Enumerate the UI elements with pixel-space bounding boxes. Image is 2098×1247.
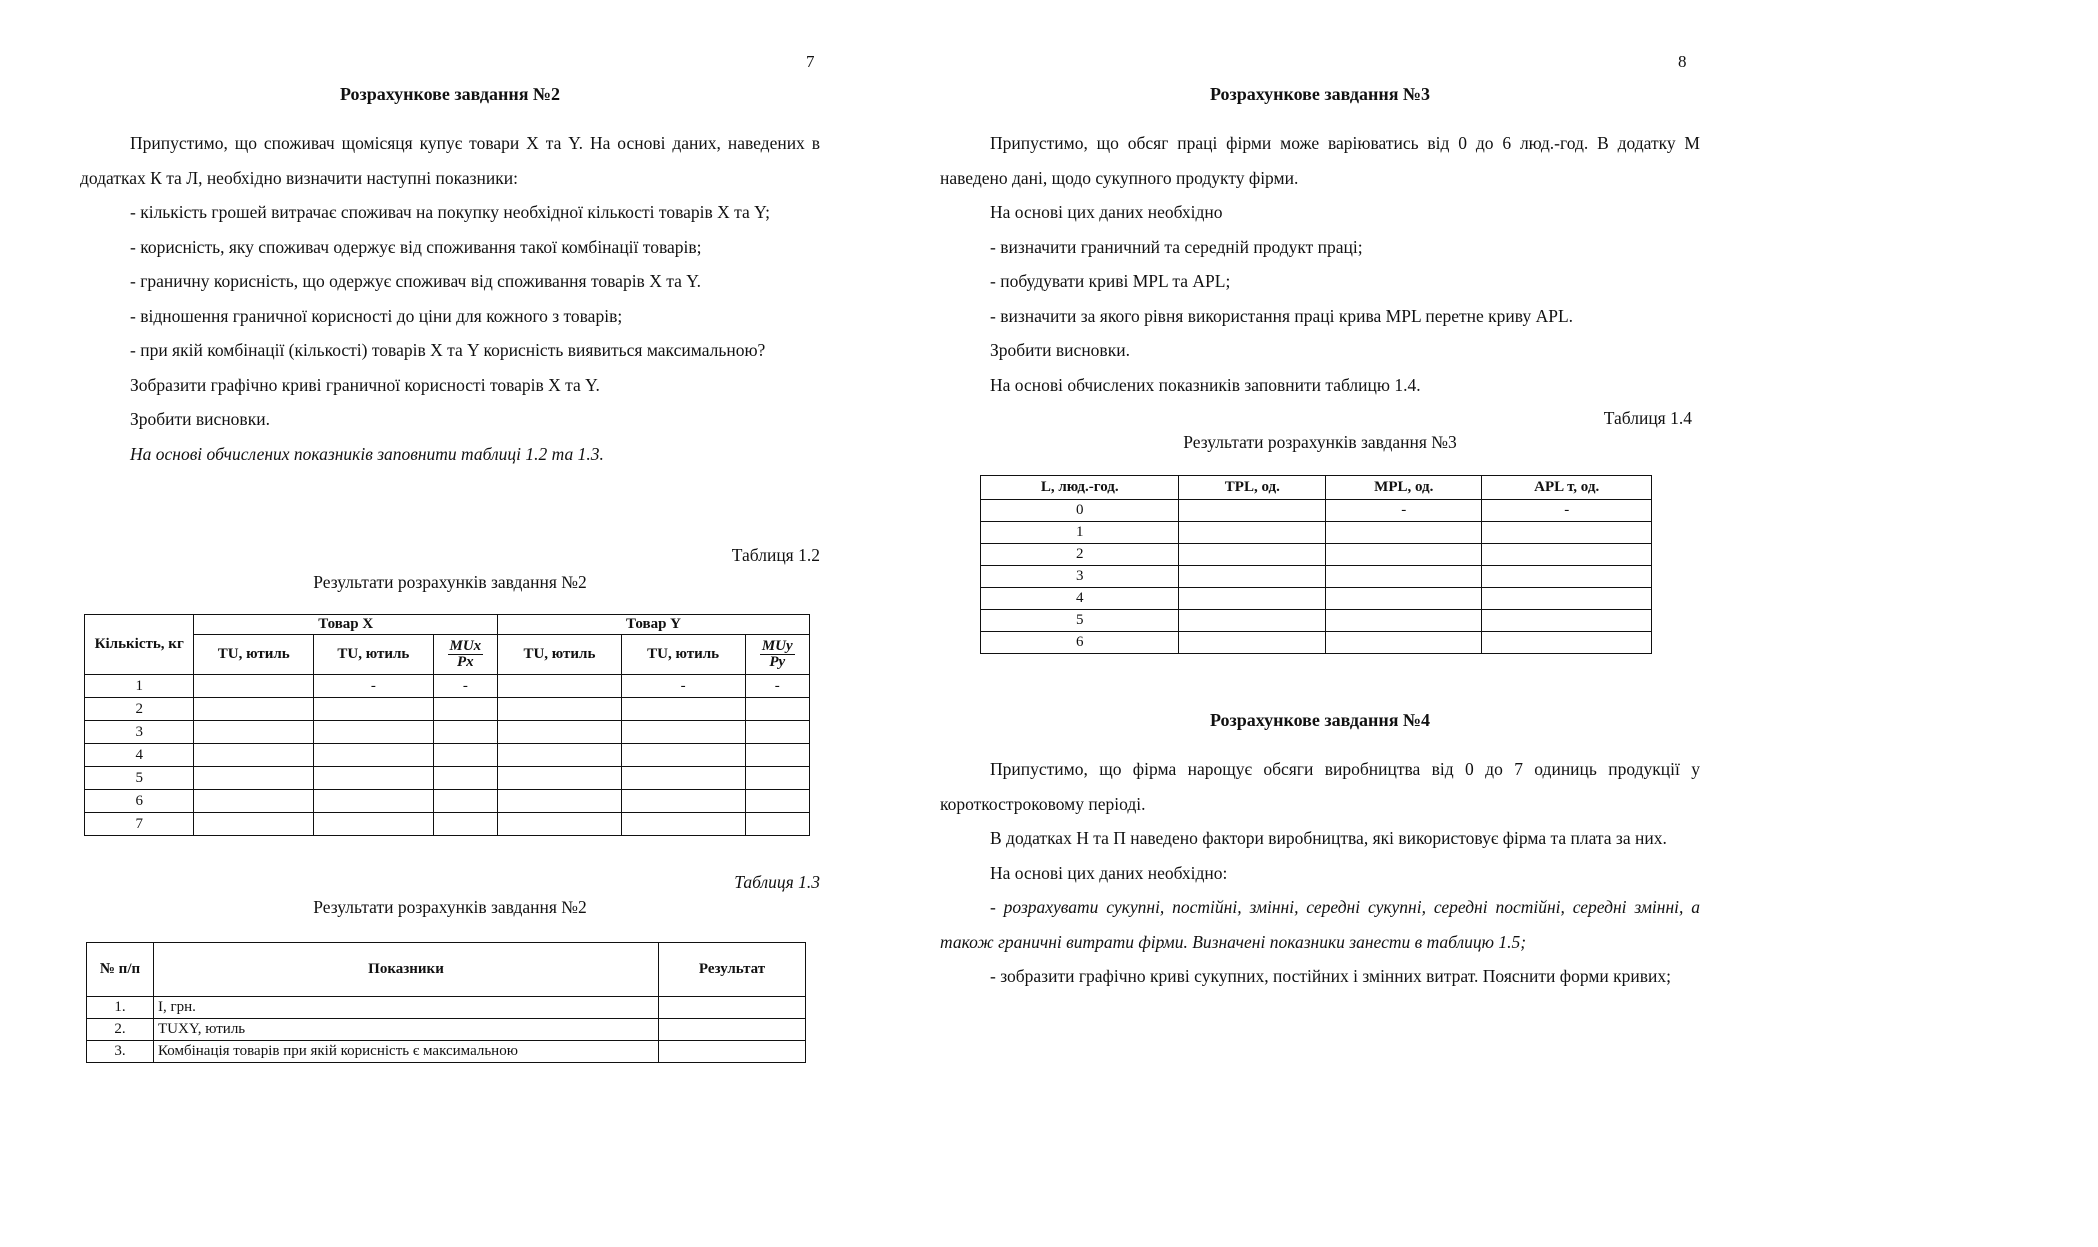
table-row — [981, 522, 1652, 544]
table-row — [85, 721, 810, 744]
mp-header: MPL, од. — [1326, 476, 1482, 500]
group-x-header: Товар X — [194, 615, 498, 635]
paragraph: На основі цих даних необхідно: — [990, 862, 1228, 883]
dash-cell: - — [433, 675, 497, 698]
qty-cell: 5 — [85, 767, 194, 790]
paragraph: В додатках Н та П наведено фактори виробництва, які використовує фірма та плата за них. — [990, 828, 1667, 848]
ratio-y-header — [745, 635, 810, 675]
dash-cell: - — [1326, 500, 1482, 522]
ratio-x-num: MUx — [449, 637, 482, 654]
page-number: 8 — [1678, 52, 1687, 71]
indicator-cell: І, грн. — [154, 997, 659, 1019]
l-cell: 2 — [981, 544, 1179, 566]
table-1-4 — [980, 475, 1652, 654]
indicator-cell: Комбінація товарів при якій корисність є максимальною — [154, 1041, 659, 1063]
table14-label: Таблиця 1.4 — [1603, 408, 1692, 428]
num-cell: 3. — [87, 1041, 154, 1063]
page-number: 7 — [806, 52, 815, 71]
paragraph: - граничну корисність, що одержує споживач від споживання товарів X та Y. — [130, 271, 701, 291]
tp-header: TPL, од. — [1179, 476, 1326, 500]
table-row — [85, 698, 810, 721]
table-row — [87, 1019, 806, 1041]
paragraph: - визначити за якого рівня використання праці крива MPL перетне криву APL. — [990, 305, 1574, 326]
paragraph: - відношення граничної корисності до ціни для кожного з товарів; — [130, 305, 623, 326]
dash-cell: - — [314, 675, 434, 698]
paragraph: - зобразити графічно криві сукупних, постійних і змінних витрат. Пояснити форми кривих; — [990, 966, 1672, 986]
dash-cell: - — [1482, 500, 1652, 522]
table-row — [981, 632, 1652, 654]
ratio-x-header — [433, 635, 497, 675]
paragraph: На основі цих даних необхідно — [990, 202, 1223, 222]
ratio-x-den: Px — [457, 653, 474, 670]
qty-cell: 4 — [85, 744, 194, 767]
paragraph: - розрахувати сукупні, постійні, змінні, середні сукупні, середні постійні, середні змінні, а також граничні витрати фірми. Визначені показники занести в таблицю 1.5; — [940, 897, 1700, 952]
qty-cell: 2 — [85, 698, 194, 721]
dash-cell: - — [745, 675, 810, 698]
table13-label: Таблиця 1.3 — [734, 872, 820, 892]
mu-y-header: ТU, ютиль — [621, 635, 745, 675]
qty-cell: 1 — [85, 675, 194, 698]
table-row — [85, 744, 810, 767]
task3-title: Розрахункове завдання №3 — [1209, 84, 1431, 104]
table-row — [981, 500, 1652, 522]
table-row — [981, 566, 1652, 588]
paragraph: - побудувати криві MPL та APL; — [990, 271, 1231, 291]
table-row — [981, 610, 1652, 632]
task2-text — [80, 126, 820, 471]
paragraph: Припустимо, що фірма нарощує обсяги виробництва від 0 до 7 одиниць продукції у короткостроковому періоді. — [940, 759, 1700, 814]
num-cell: 1. — [87, 997, 154, 1019]
paragraph: - визначити граничний та середній продукт праці; — [990, 236, 1363, 257]
italic-instruction: На основі обчислених показників заповнити таблиці 1.2 та 1.3. — [130, 443, 604, 464]
paragraph: Припустимо, що обсяг праці фірми може варіюватись від 0 до 6 люд.-год. В додатку М наведено дані, щодо сукупного продукту фірми. — [940, 133, 1700, 188]
ratio-y-den: Py — [769, 653, 786, 670]
task2-title: Розрахункове завдання №2 — [339, 84, 561, 104]
paragraph: Зробити висновки. — [990, 340, 1130, 360]
table13-caption: Результати розрахунків завдання №2 — [313, 897, 587, 917]
mu-x-header: ТU, ютиль — [314, 635, 434, 675]
table-1-3 — [86, 942, 806, 1063]
indicator-header: Показники — [154, 943, 659, 997]
group-y-header: Товар Y — [498, 615, 810, 635]
table-row — [87, 997, 806, 1019]
l-cell: 0 — [981, 500, 1179, 522]
table14-caption: Результати розрахунків завдання №3 — [1183, 432, 1457, 452]
num-cell: 2. — [87, 1019, 154, 1041]
table12-label: Таблиця 1.2 — [731, 545, 820, 565]
l-cell: 5 — [981, 610, 1179, 632]
qty-cell: 7 — [85, 813, 194, 836]
paragraph: - кількість грошей витрачає споживач на покупку необхідної кількості товарів X та Y; — [130, 202, 771, 222]
paragraph: Припустимо, що споживач щомісяця купує товари X та Y. На основі даних, наведених в додатках К та Л, необхідно визначити наступні показники: — [80, 133, 820, 188]
qty-header: Кількість, кг — [85, 615, 194, 675]
ratio-y-num: MUy — [761, 637, 793, 654]
result-header: Результат — [659, 943, 806, 997]
ap-header: APL т, од. — [1482, 476, 1652, 500]
paragraph: Зробити висновки. — [130, 409, 270, 429]
indicator-cell: TUXY, ютиль — [154, 1019, 659, 1041]
task3-text — [940, 126, 1700, 402]
table-row — [85, 813, 810, 836]
qty-cell: 6 — [85, 790, 194, 813]
paragraph: На основі обчислених показників заповнити таблицю 1.4. — [990, 374, 1421, 395]
table12-caption: Результати розрахунків завдання №2 — [313, 572, 587, 592]
tu-x-header: TU, ютиль — [194, 635, 314, 675]
l-header: L, люд.-год. — [981, 476, 1179, 500]
table-row — [85, 790, 810, 813]
paragraph: - корисність, яку споживач одержує від споживання такої комбінації товарів; — [130, 236, 702, 257]
table-row — [981, 588, 1652, 610]
table-row — [981, 544, 1652, 566]
tu-y-header: TU, ютиль — [498, 635, 622, 675]
paragraph: - при якій комбінації (кількості) товарів X та Y корисність виявиться максимальною? — [130, 340, 766, 360]
table-row — [85, 675, 810, 698]
task4-text — [940, 752, 1700, 994]
l-cell: 4 — [981, 588, 1179, 610]
l-cell: 3 — [981, 566, 1179, 588]
paragraph: Зобразити графічно криві граничної корисності товарів X та Y. — [130, 374, 600, 395]
table-1-2 — [84, 614, 810, 836]
table-row — [87, 1041, 806, 1063]
table-row — [85, 767, 810, 790]
dash-cell: - — [621, 675, 745, 698]
l-cell: 1 — [981, 522, 1179, 544]
num-header: № п/п — [87, 943, 154, 997]
qty-cell: 3 — [85, 721, 194, 744]
task4-title: Розрахункове завдання №4 — [1209, 710, 1431, 730]
l-cell: 6 — [981, 632, 1179, 654]
